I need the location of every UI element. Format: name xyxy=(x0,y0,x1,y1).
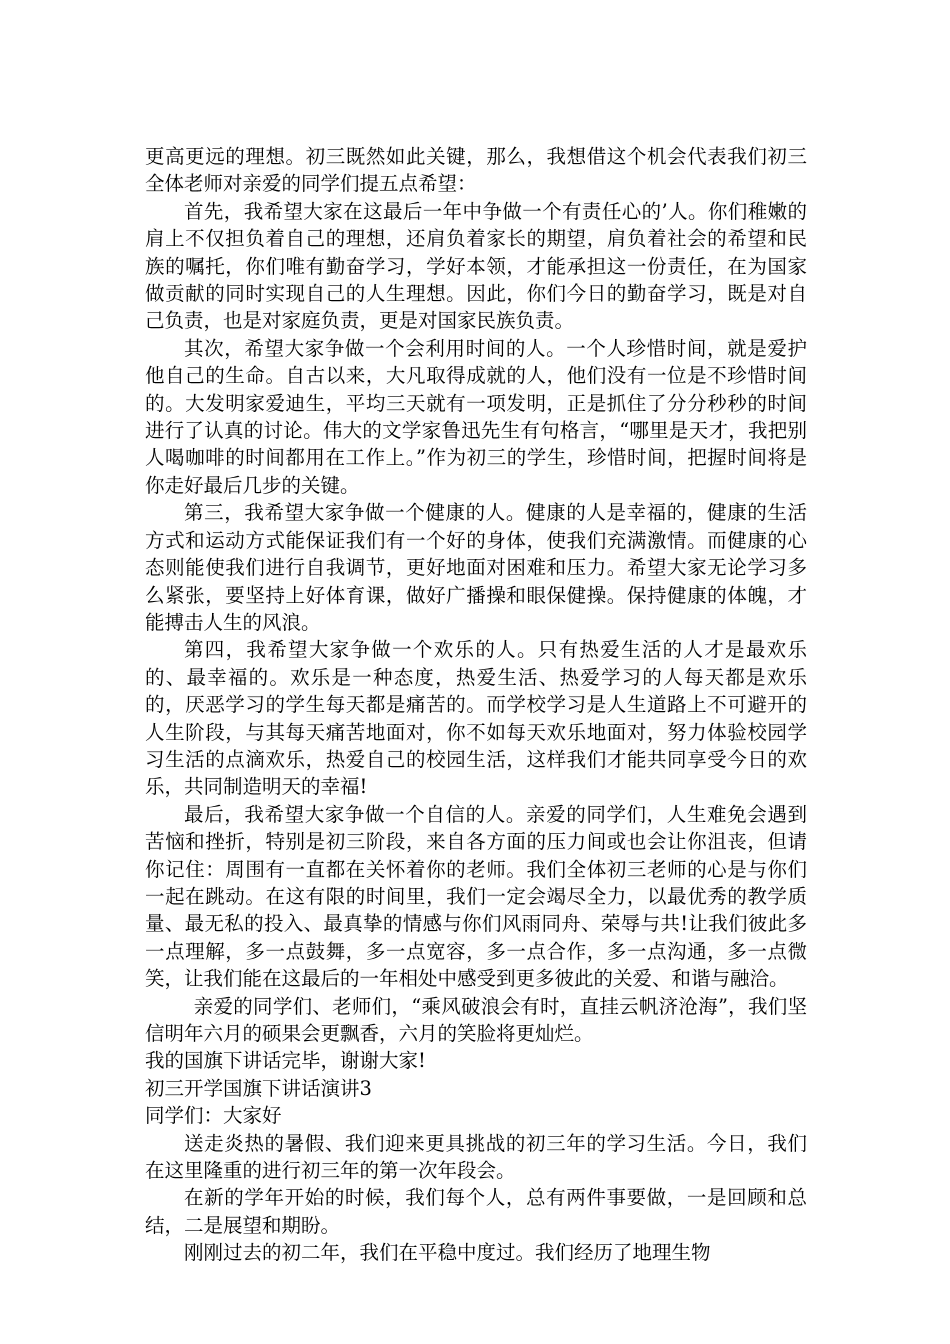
paragraph-hope-confidence: 最后，我希望大家争做一个自信的人。亲爱的同学们，人生难免会遇到苦恼和挫折，特别是初三阶段，来自各方面的压力间或也会让你沮丧，但请你记住：周围有一直都在关怀着你的老师。我们全体初三老师的心是与你们一起在跳动。在这有限的时间里，我们一定会竭尽全力，以最优秀的教学质量、最无私的投入、最真挚的情感与你们风雨同舟、荣辱与共!让我们彼此多一点理解，多一点鼓舞，多一点宽容，多一点合作，多一点沟通，多一点微笑，让我们能在这最后的一年相处中感受到更多彼此的关爱、和谐与融洽。 xyxy=(145,802,807,991)
paragraph-hope-joy: 第四，我希望大家争做一个欢乐的人。只有热爱生活的人才是最欢乐的、最幸福的。欢乐是一种态度，热爱生活、热爱学习的人每天都是欢乐的，厌恶学习的学生每天都是痛苦的。而学校学习是人生道路上不可避开的人生阶段，与其每天痛苦地面对，你不如每天欢乐地面对，努力体验校园学习生活的点滴欢乐，热爱自己的校园生活，这样我们才能共同享受今日的欢乐，共同制造明天的幸福! xyxy=(145,638,807,799)
paragraph-hope-health: 第三，我希望大家争做一个健康的人。健康的人是幸福的，健康的生活方式和运动方式能保证我们有一个好的身体，使我们充满激情。而健康的心态则能使我们进行自我调节，更好地面对困难和压力。希望大家无论学习多么紧张，要坚持上好体育课，做好广播操和眼保健操。保持健康的体魄，才能搏击人生的风浪。 xyxy=(145,501,807,634)
document-page xyxy=(145,143,807,1267)
paragraph-thanks: 我的国旗下讲话完毕，谢谢大家! xyxy=(145,1049,426,1073)
greeting: 同学们：大家好 xyxy=(145,1104,282,1128)
section-title: 初三开学国旗下讲话演讲3 xyxy=(145,1076,372,1100)
paragraph-new-year: 送走炎热的暑假、我们迎来更具挑战的初三年的学习生活。今日，我们在这里隆重的进行初三年的第一次年段会。 xyxy=(145,1131,807,1183)
paragraph-hope-responsibility: 首先，我希望大家在这最后一年中争做一个有责任心的’人。你们稚嫩的肩上不仅担负着自己的理想，还肩负着家长的期望，肩负着社会的希望和民族的嘱托，你们唯有勤奋学习，学好本领，才能承担这一份责任，在为国家做贡献的同时实现自己的人生理想。因此，你们今日的勤奋学习，既是对自己负责，也是对家庭负责，更是对国家民族负责。 xyxy=(145,199,807,333)
paragraph-hope-time: 其次，希望大家争做一个会利用时间的人。一个人珍惜时间，就是爱护他自己的生命。自古以来，大凡取得成就的人，他们没有一位是不珍惜时间的。大发明家爱迪生，平均三天就有一项发明，正是抓住了分分秒秒的时间进行了认真的讨论。伟大的文学家鲁迅先生有句格言，“哪里是天才，我把别人喝咖啡的时间都用在工作上。”作为初三的学生，珍惜时间，把握时间将是你走好最后几步的关键。 xyxy=(145,336,807,497)
paragraph-intro: 更高更远的理想。初三既然如此关键，那么，我想借这个机会代表我们初三全体老师对亲爱的同学们提五点希望： xyxy=(145,145,807,196)
paragraph-two-things: 在新的学年开始的时候，我们每个人，总有两件事要做，一是回顾和总结，二是展望和期盼。 xyxy=(145,1186,807,1237)
paragraph-review: 刚刚过去的初二年，我们在平稳中度过。我们经历了地理生物 xyxy=(184,1241,711,1265)
paragraph-closing: 亲爱的同学们、老师们，“乘风破浪会有时，直挂云帆济沧海”，我们坚信明年六月的硕果会更飘香，六月的笑脸将更灿烂。 xyxy=(145,994,807,1045)
